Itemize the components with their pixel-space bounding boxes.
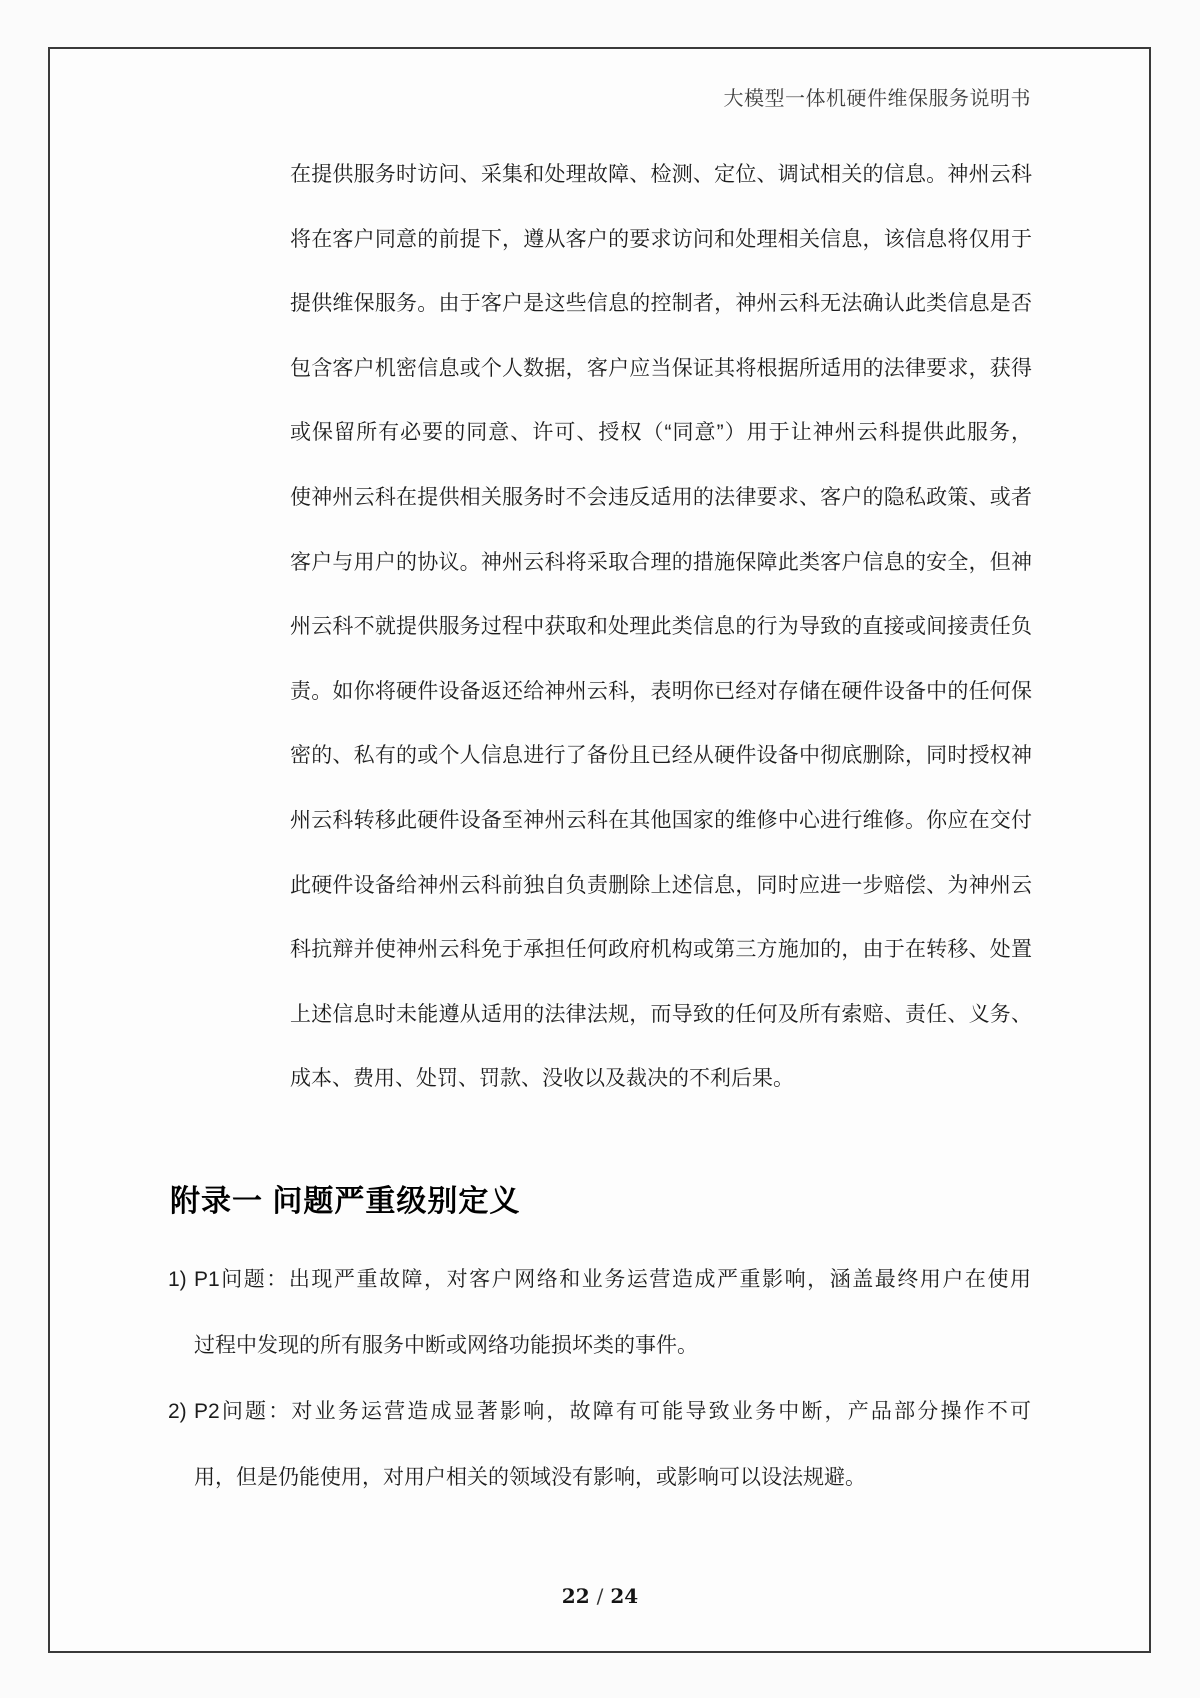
- list-item-marker: 1): [168, 1268, 187, 1291]
- page-number-separator: /: [596, 1584, 604, 1608]
- appendix-heading: 附录一 问题严重级别定义: [170, 1185, 521, 1218]
- paragraph-line: 成本、费用、处罚、罚款、没收以及裁决的不利后果。: [290, 1067, 794, 1091]
- paragraph-line: 密的、私有的或个人信息进行了备份且已经从硬件设备中彻底删除，同时授权神: [290, 744, 1032, 768]
- paragraph-line: 州云科不就提供服务过程中获取和处理此类信息的行为导致的直接或间接责任负: [290, 615, 1032, 639]
- page-footer: [0, 1584, 1200, 1608]
- severity-list: [168, 1247, 1031, 1511]
- paragraph-line: 客户与用户的协议。神州云科将采取合理的措施保障此类客户信息的安全，但神: [290, 550, 1032, 574]
- page-number-total: 24: [610, 1584, 639, 1608]
- list-item-line: P2问题：对业务运营造成显著影响，故障有可能导致业务中断，产品部分操作不可: [194, 1400, 1031, 1423]
- list-item-line: 用，但是仍能使用，对用户相关的领域没有影响，或影响可以设法规避。: [194, 1466, 866, 1489]
- page-number-current: 22: [561, 1584, 590, 1608]
- list-item: [168, 1379, 1031, 1511]
- paragraph-line: 提供维保服务。由于客户是这些信息的控制者，神州云科无法确认此类信息是否: [290, 292, 1032, 316]
- paragraph-line: 州云科转移此硬件设备至神州云科在其他国家的维修中心进行维修。你应在交付: [290, 808, 1032, 832]
- list-item-text: [194, 1379, 1031, 1511]
- list-item-line: P1问题：出现严重故障，对客户网络和业务运营造成严重影响，涵盖最终用户在使用: [194, 1268, 1031, 1291]
- paragraph-line: 在提供服务时访问、采集和处理故障、检测、定位、调试相关的信息。神州云科: [290, 163, 1032, 186]
- paragraph-line: 使神州云科在提供相关服务时不会违反适用的法律要求、客户的隐私政策、或者: [290, 485, 1032, 509]
- list-item: [168, 1247, 1031, 1379]
- paragraph-line: 此硬件设备给神州云科前独自负责删除上述信息，同时应进一步赔偿、为神州云: [290, 873, 1032, 897]
- page-header: [168, 82, 1031, 111]
- paragraph-line: 或保留所有必要的同意、许可、授权（“同意”）用于让神州云科提供此服务，: [290, 421, 1032, 445]
- body-paragraph: [290, 143, 1032, 1112]
- paragraph-line: 包含客户机密信息或个人数据，客户应当保证其将根据所适用的法律要求，获得: [290, 356, 1032, 380]
- paragraph-line: 责。如你将硬件设备返还给神州云科，表明你已经对存储在硬件设备中的任何保: [290, 679, 1032, 703]
- paragraph-line: 上述信息时未能遵从适用的法律法规，而导致的任何及所有索赔、责任、义务、: [290, 1002, 1032, 1026]
- list-item-text: [194, 1247, 1031, 1379]
- header-title: 大模型一体机硬件维保服务说明书: [723, 86, 1031, 110]
- paragraph-line: 将在客户同意的前提下，遵从客户的要求访问和处理相关信息，该信息将仅用于: [290, 227, 1032, 251]
- paragraph-line: 科抗辩并使神州云科免于承担任何政府机构或第三方施加的，由于在转移、处置: [290, 938, 1032, 962]
- list-item-line: 过程中发现的所有服务中断或网络功能损坏类的事件。: [194, 1334, 698, 1357]
- list-item-marker: 2): [168, 1400, 187, 1423]
